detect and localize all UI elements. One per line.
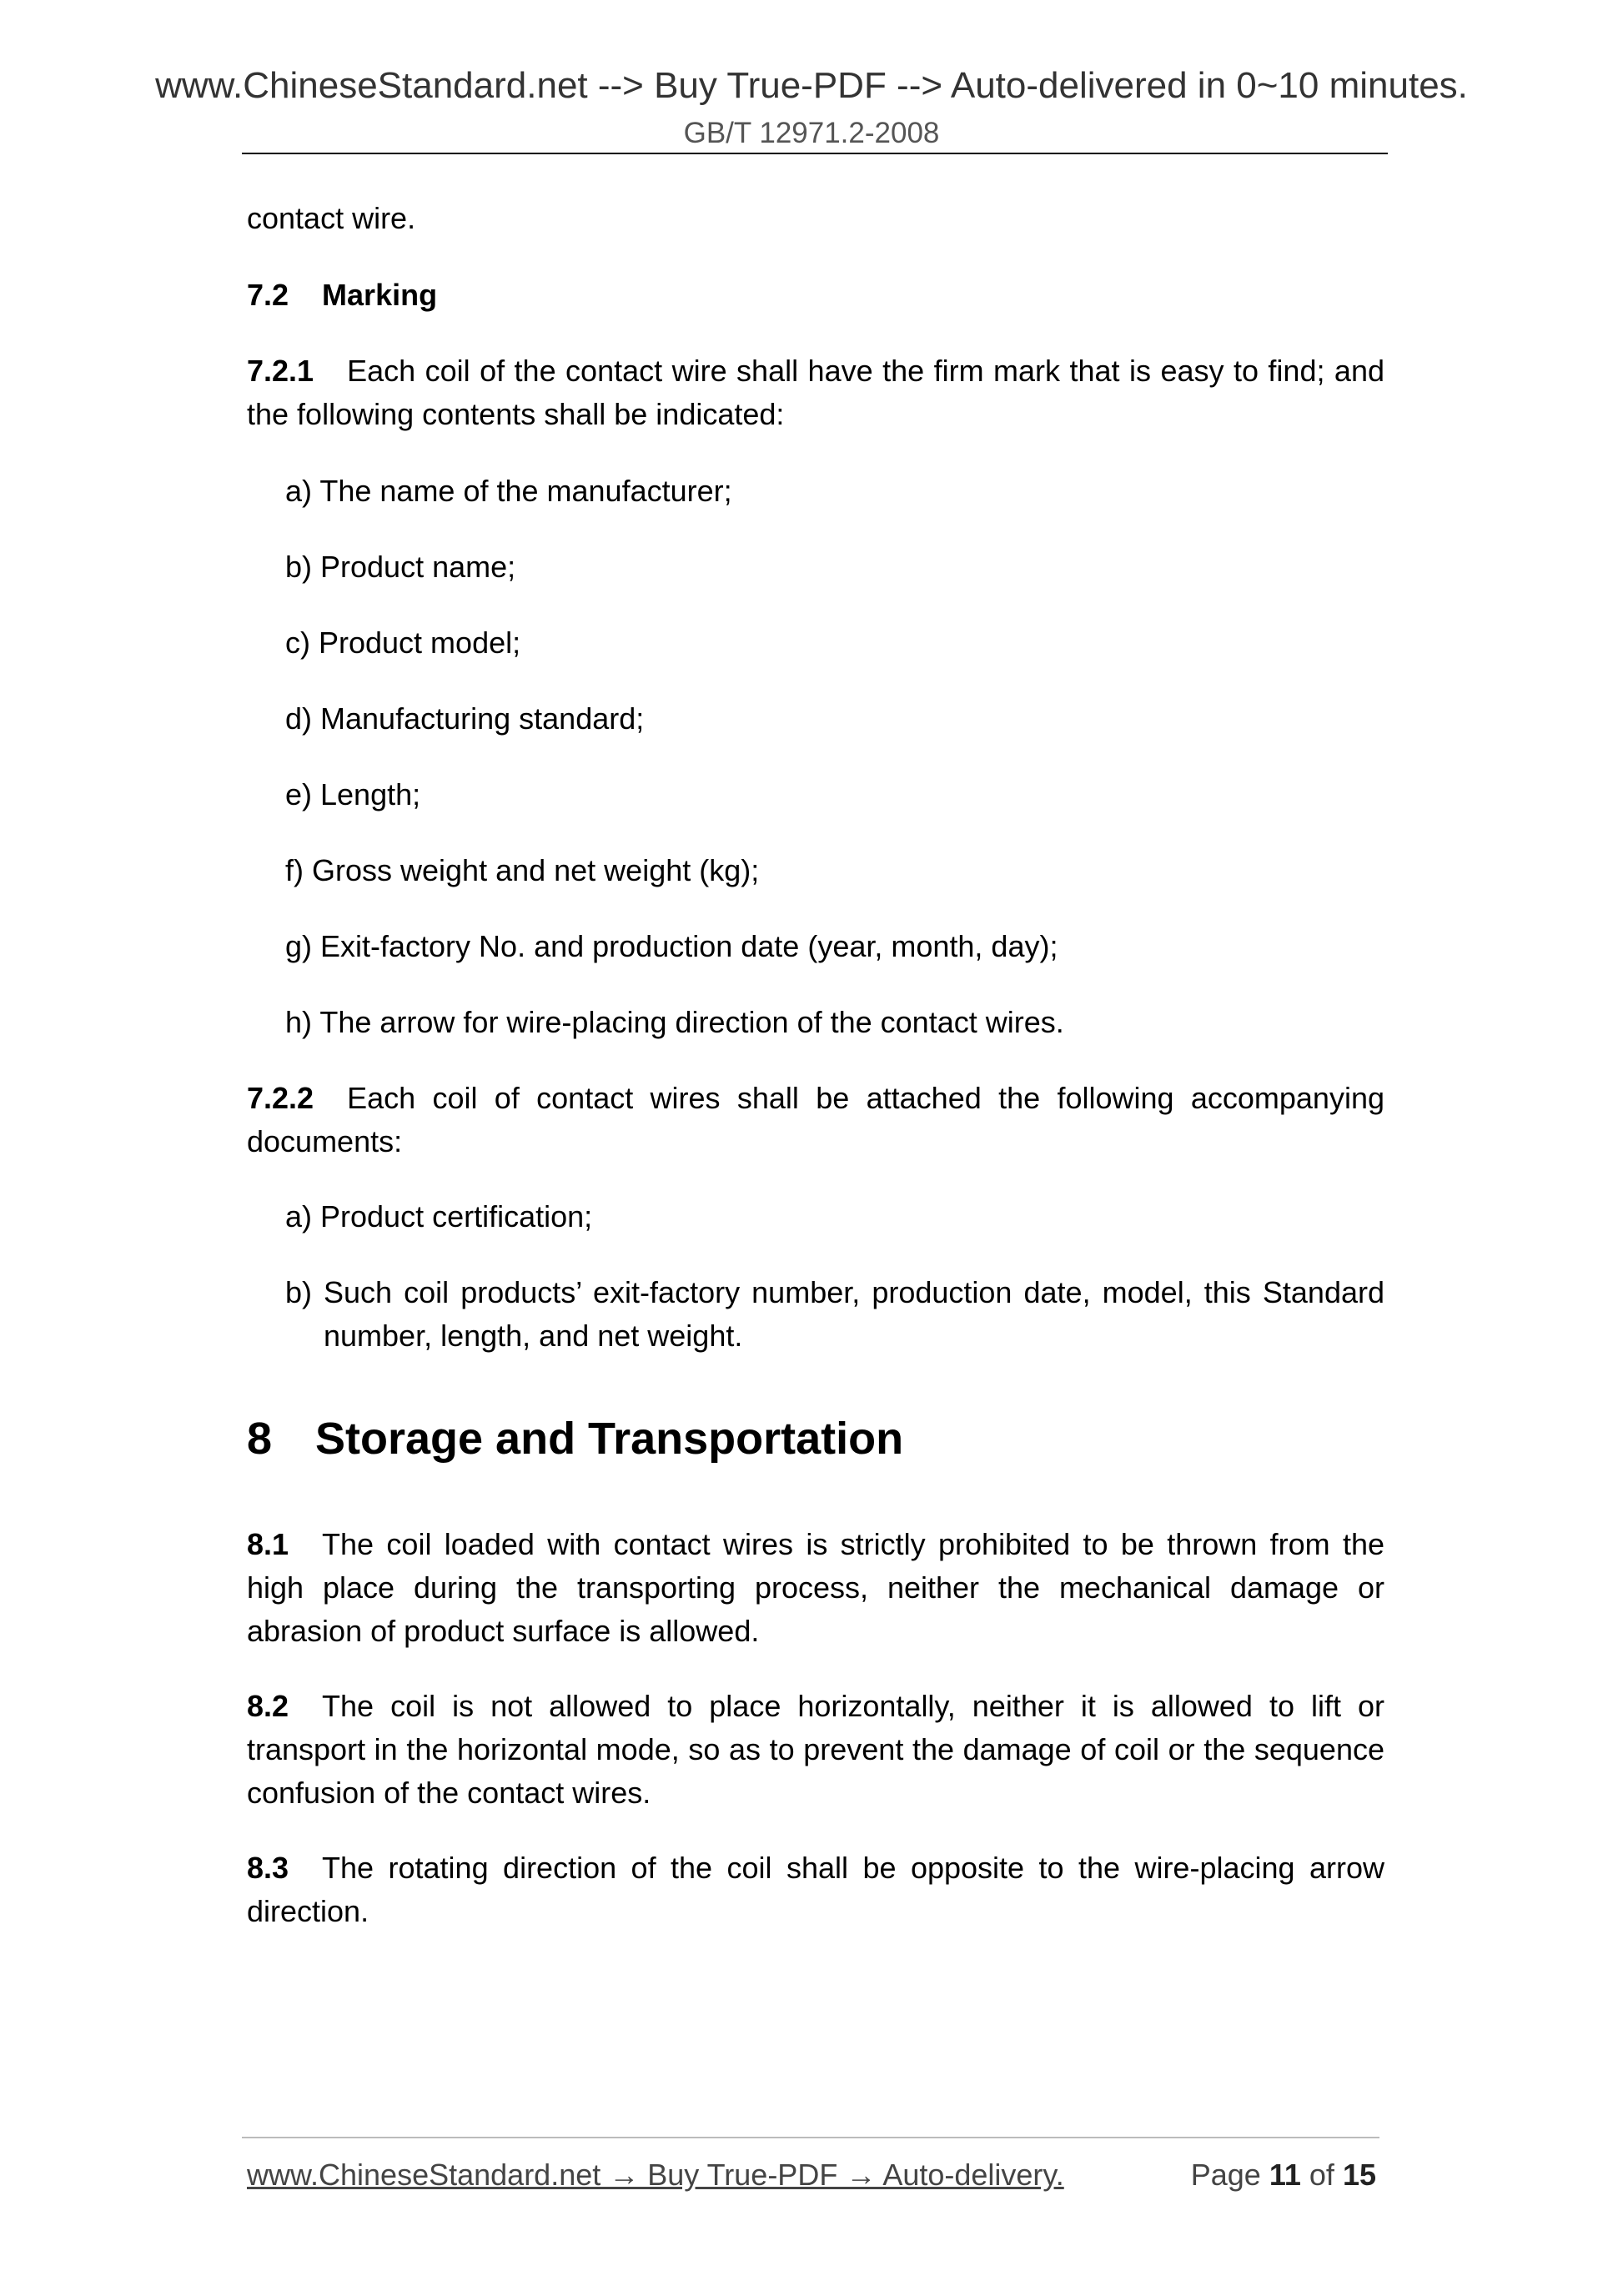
section-title: Marking — [322, 278, 438, 312]
clause-7-2-2 — [247, 1077, 1384, 1163]
clause-text: The coil is not allowed to place horizontally, neither it is allowed to lift or transport in the horizontal mode, so as to prevent the damage of coil or the sequence confusion of the contact wires. — [247, 1689, 1384, 1810]
clause-number: 8.2 — [247, 1689, 289, 1723]
clause-text: Each coil of contact wires shall be attached the following accompanying documents: — [247, 1081, 1384, 1158]
clause-text: The coil loaded with contact wires is strictly prohibited to be thrown from the high place during the transporting process, neither the mechanical damage or abrasion of product surface is allowed. — [247, 1527, 1384, 1648]
page-current: 11 — [1269, 2158, 1301, 2192]
continuation-text: contact wire. — [247, 201, 416, 235]
clause-text: The rotating direction of the coil shall be opposite to the wire-placing arrow direction. — [247, 1851, 1384, 1928]
list-item-hanging — [285, 1271, 1384, 1358]
list-item: c) Product model; — [285, 625, 521, 660]
header-banner[interactable]: www.ChineseStandard.net --> Buy True-PDF --> Auto-delivered in 0~10 minutes. — [155, 65, 1468, 106]
list-item: a) Product certification; — [285, 1199, 593, 1233]
footer-link[interactable]: www.ChineseStandard.net → Buy True-PDF → Auto-delivery. — [247, 2158, 1064, 2192]
list-item: g) Exit-factory No. and production date (year, month, day); — [285, 929, 1058, 963]
clause-number: 8.3 — [247, 1851, 289, 1885]
clause-number: 7.2.1 — [247, 354, 314, 388]
clause-text: Each coil of the contact wire shall have the firm mark that is easy to find; and the following contents shall be indicated: — [247, 354, 1384, 431]
section-8-heading — [247, 1413, 903, 1465]
clause-number: 8.1 — [247, 1527, 289, 1561]
page-of: of — [1309, 2158, 1334, 2192]
clause-8-3 — [247, 1846, 1384, 1933]
list-item: e) Length; — [285, 777, 421, 811]
list-item: a) The name of the manufacturer; — [285, 474, 732, 508]
section-title: Storage and Transportation — [315, 1414, 904, 1464]
standard-code: GB/T 12971.2-2008 — [683, 117, 940, 149]
clause-8-2 — [247, 1685, 1384, 1815]
page-prefix: Page — [1190, 2158, 1261, 2192]
clause-number: 7.2.2 — [247, 1081, 314, 1115]
section-number: 7.2 — [247, 278, 289, 312]
list-item: b) Product name; — [285, 550, 516, 584]
list-item: h) The arrow for wire-placing direction of the contact wires. — [285, 1005, 1064, 1039]
section-7-2-heading — [247, 274, 1384, 317]
list-item: f) Gross weight and net weight (kg); — [285, 853, 760, 887]
page-total: 15 — [1342, 2158, 1376, 2192]
clause-7-2-1 — [247, 349, 1384, 436]
clause-8-1 — [247, 1523, 1384, 1653]
list-item-text: Such coil products’ exit-factory number, production date, model, this Standard number, length, and net weight. — [324, 1275, 1384, 1353]
header-rule — [242, 153, 1388, 154]
list-item-label: b) — [285, 1275, 313, 1309]
footer-rule — [242, 2137, 1379, 2138]
section-number: 8 — [247, 1414, 273, 1464]
list-item: d) Manufacturing standard; — [285, 701, 645, 736]
page-number — [1151, 2158, 1376, 2193]
